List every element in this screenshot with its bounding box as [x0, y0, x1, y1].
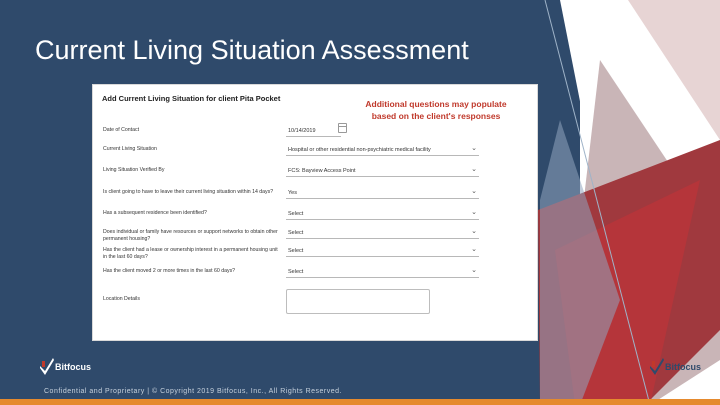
verified-by-select[interactable]: [286, 165, 479, 177]
field-label: Has a subsequent residence been identified?: [103, 210, 207, 216]
date-input[interactable]: [286, 125, 341, 137]
field-label: Current Living Situation: [103, 146, 157, 152]
chevron-down-icon: ⌄: [471, 209, 477, 216]
chevron-down-icon: ⌄: [471, 145, 477, 152]
field-label: Is client going to have to leave their current living situation within 14 days?: [103, 189, 274, 195]
field-value: Hospital or other residential non-psychiatric medical facility: [288, 147, 431, 153]
footer-copyright: Confidential and Proprietary | © Copyright 2019 Bitfocus, Inc., All Rights Reserved.: [44, 388, 342, 395]
chevron-down-icon: ⌄: [471, 188, 477, 195]
row-lease-ownership: [103, 245, 479, 259]
field-value: Select: [288, 230, 304, 236]
location-details-textarea[interactable]: [286, 289, 430, 314]
field-label: Living Situation Verified By: [103, 167, 165, 173]
chevron-down-icon: ⌄: [471, 166, 477, 173]
field-label: Date of Contact: [103, 127, 140, 133]
row-current-living-situation: [103, 144, 479, 158]
row-date-of-contact: [103, 125, 479, 139]
logo-wordmark: Bitfocus: [55, 362, 91, 372]
checkmark-logo-icon: [650, 357, 664, 375]
slide-title: Current Living Situation Assessment: [35, 35, 469, 65]
row-verified-by: [103, 165, 479, 179]
moved-2-or-more-select[interactable]: [286, 266, 479, 278]
field-value: Yes: [288, 190, 297, 196]
leave-within-14-days-select[interactable]: [286, 187, 479, 199]
field-label: Location Details: [103, 296, 140, 302]
logo-wordmark: Bitfocus: [665, 362, 701, 372]
field-value: Select: [288, 269, 304, 275]
lease-ownership-select[interactable]: [286, 245, 479, 257]
field-value: Select: [288, 248, 304, 254]
footer-accent-bar: [0, 399, 720, 405]
current-living-situation-select[interactable]: [286, 144, 479, 156]
callout-note: Additional questions may populate based on the client's responses: [365, 99, 507, 121]
field-label: Does individual or family have resources or support networks to obtain other permanent housing?: [103, 229, 278, 242]
chevron-down-icon: ⌄: [471, 267, 477, 274]
resources-support-select[interactable]: [286, 227, 479, 239]
field-value: 10/14/2019: [288, 128, 316, 134]
row-leave-within-14-days: [103, 187, 479, 201]
row-resources-support: [103, 227, 479, 241]
form-heading: Add Current Living Situation for client Pita Pocket: [102, 94, 281, 103]
calendar-icon[interactable]: [338, 123, 347, 133]
checkmark-logo-icon: [40, 357, 54, 375]
form-screenshot: [92, 84, 538, 341]
field-label: Has the client moved 2 or more times in the last 60 days?: [103, 268, 236, 274]
chevron-down-icon: ⌄: [471, 246, 477, 253]
field-value: Select: [288, 211, 304, 217]
field-value: FCS: Bayview Access Point: [288, 168, 356, 174]
field-label: Has the client had a lease or ownership interest in a permanent housing unit in the last 60 days?: [103, 247, 278, 260]
subsequent-residence-select[interactable]: [286, 208, 479, 220]
chevron-down-icon: ⌄: [471, 228, 477, 235]
row-subsequent-residence: [103, 208, 479, 222]
row-moved-2-or-more: [103, 266, 479, 280]
